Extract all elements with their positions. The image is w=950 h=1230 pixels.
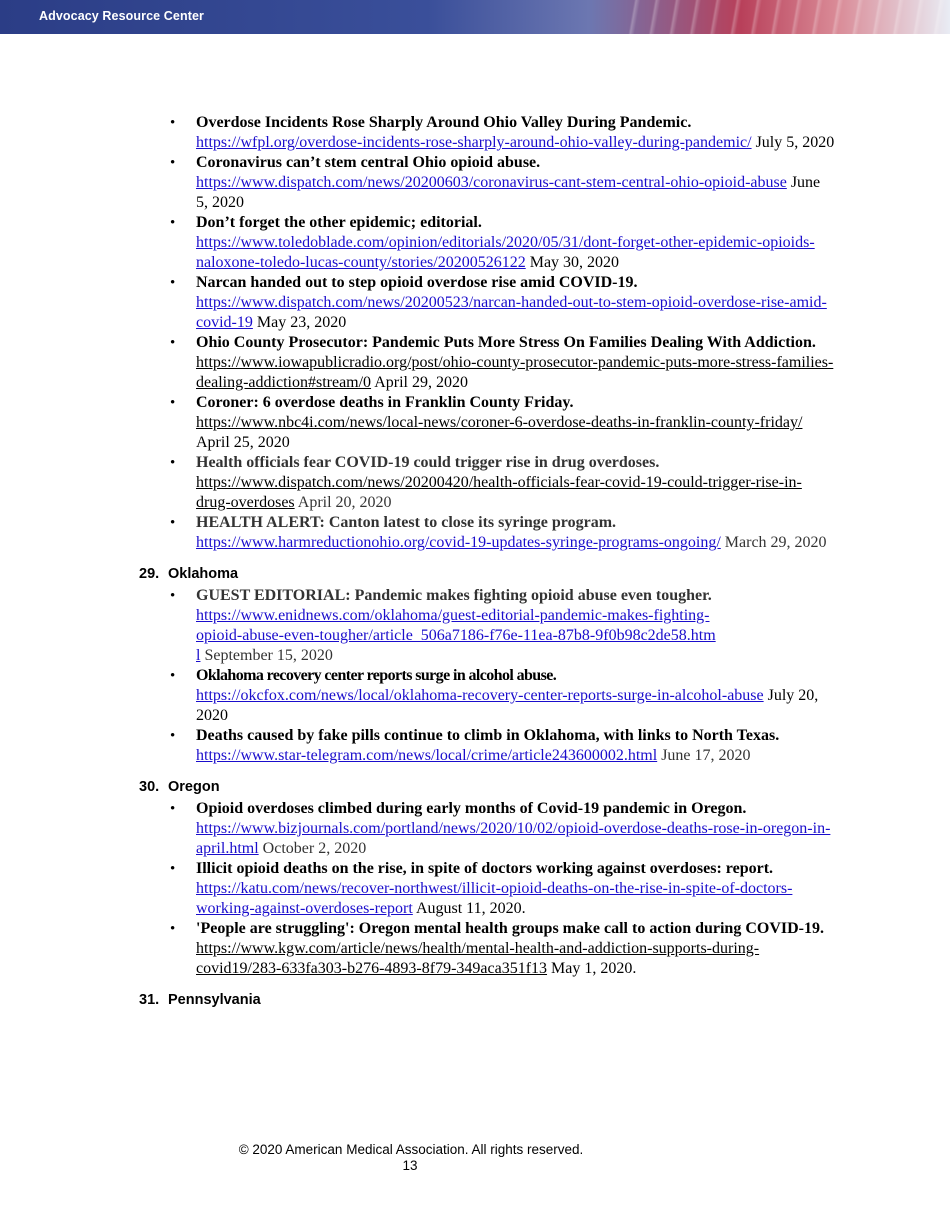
article-link[interactable]: https://www.kgw.com/article/news/health/mental-health-and-addiction-supports-during-covid19/283-633fa303-b276-4893-8f79-349aca351f13 (196, 940, 760, 977)
section-heading-oklahoma (139, 565, 950, 583)
article-title: Coronavirus can’t stem central Ohio opioid abuse. (196, 154, 541, 171)
article-date: April 20, 2020 (297, 494, 392, 511)
ohio-article-list (0, 113, 950, 553)
section-heading-oregon (139, 778, 950, 796)
section-name: Oregon (168, 779, 220, 795)
article-link[interactable]: https://www.dispatch.com/news/20200420/health-officials-fear-covid-19-could-trigger-rise-in-drug-overdoses (196, 474, 802, 511)
section-name: Pennsylvania (168, 992, 261, 1008)
list-item (196, 273, 836, 333)
article-link[interactable]: https://katu.com/news/recover-northwest/illicit-opioid-deaths-on-the-rise-in-spite-of-doctors-working-against-overdoses-report (196, 880, 793, 917)
article-title: HEALTH ALERT: Canton latest to close its syringe program. (196, 514, 617, 531)
article-title: Oklahoma recovery center reports surge in alcohol abuse. (196, 667, 557, 684)
list-item (196, 586, 716, 666)
header-banner (0, 0, 950, 34)
oregon-article-list (0, 799, 950, 979)
article-title: 'People are struggling': Oregon mental health groups make call to action during COVID-19. (196, 920, 824, 937)
article-date: May 1, 2020. (551, 960, 637, 977)
section-number: 29. (139, 566, 160, 582)
document-body (0, 113, 950, 1012)
list-item (196, 859, 836, 919)
article-date: March 29, 2020 (724, 534, 827, 551)
section-heading-pennsylvania (139, 991, 950, 1009)
copyright-notice: © 2020 American Medical Association. All rights reserved. (238, 1142, 584, 1157)
oklahoma-article-list (0, 586, 950, 766)
article-date: May 23, 2020 (256, 314, 347, 331)
article-title: Overdose Incidents Rose Sharply Around Ohio Valley During Pandemic. (196, 114, 692, 131)
list-item (196, 213, 836, 273)
list-item (196, 333, 836, 393)
article-link[interactable]: https://www.iowapublicradio.org/post/ohio-county-prosecutor-pandemic-puts-more-stress-families-dealing-addiction#stream/0 (196, 354, 834, 391)
list-item (196, 453, 836, 513)
article-date: April 25, 2020 (196, 434, 290, 451)
article-link[interactable]: https://www.dispatch.com/news/20200603/coronavirus-cant-stem-central-ohio-opioid-abuse (196, 174, 787, 191)
article-title: Opioid overdoses climbed during early months of Covid-19 pandemic in Oregon. (196, 800, 747, 817)
article-date: September 15, 2020 (204, 647, 333, 664)
list-item (196, 799, 836, 859)
article-title: GUEST EDITORIAL: Pandemic makes fighting opioid abuse even tougher. (196, 587, 712, 604)
article-title: Health officials fear COVID-19 could trigger rise in drug overdoses. (196, 454, 660, 471)
list-item (196, 513, 836, 553)
page-footer (231, 1142, 591, 1174)
article-date: May 30, 2020 (529, 254, 620, 271)
header-title: Advocacy Resource Center (39, 9, 204, 23)
article-date: July 5, 2020 (755, 134, 835, 151)
article-title: Ohio County Prosecutor: Pandemic Puts More Stress On Families Dealing With Addiction. (196, 334, 816, 351)
article-date: April 29, 2020 (374, 374, 468, 391)
list-item (196, 726, 836, 766)
article-title: Don’t forget the other epidemic; editorial. (196, 214, 482, 231)
article-date: October 2, 2020 (262, 840, 367, 857)
article-link[interactable]: https://www.harmreductionohio.org/covid-19-updates-syringe-programs-ongoing/ (196, 534, 721, 551)
article-date: August 11, 2020. (415, 900, 526, 917)
list-item (196, 153, 836, 213)
list-item (196, 919, 836, 979)
article-link[interactable]: https://www.nbc4i.com/news/local-news/coroner-6-overdose-deaths-in-franklin-county-friday/ (196, 414, 803, 431)
article-date: July 20, 2020 (196, 687, 819, 724)
article-title: Coroner: 6 overdose deaths in Franklin County Friday. (196, 394, 574, 411)
article-title: Illicit opioid deaths on the rise, in spite of doctors working against overdoses: report. (196, 860, 774, 877)
section-number: 30. (139, 779, 160, 795)
article-date: June 17, 2020 (661, 747, 751, 764)
article-link[interactable]: https://www.toledoblade.com/opinion/editorials/2020/05/31/dont-forget-other-epidemic-opioids-naloxone-toledo-lucas-county/stories/20200526122 (196, 234, 815, 271)
article-link[interactable]: https://www.star-telegram.com/news/local/crime/article243600002.html (196, 747, 658, 764)
list-item (196, 393, 836, 453)
article-title: Narcan handed out to step opioid overdose rise amid COVID-19. (196, 274, 638, 291)
article-link[interactable]: https://www.bizjournals.com/portland/news/2020/10/02/opioid-overdose-deaths-rose-in-oregon-in-april.html (196, 820, 831, 857)
page-number: 13 (402, 1158, 418, 1173)
article-link[interactable]: https://www.enidnews.com/oklahoma/guest-editorial-pandemic-makes-fighting-opioid-abuse-even-tougher/article_506a7186-f76e-11ea-87b8-9f0b98c2de58.html (196, 607, 716, 664)
article-link[interactable]: https://wfpl.org/overdose-incidents-rose-sharply-around-ohio-valley-during-pandemic/ (196, 134, 752, 151)
article-link[interactable]: https://www.dispatch.com/news/20200523/narcan-handed-out-to-stem-opioid-overdose-rise-amid-covid-19 (196, 294, 827, 331)
article-date: June 5, 2020 (196, 174, 821, 211)
section-name: Oklahoma (168, 566, 239, 582)
article-link[interactable]: https://okcfox.com/news/local/oklahoma-recovery-center-reports-surge-in-alcohol-abuse (196, 687, 764, 704)
section-number: 31. (139, 992, 160, 1008)
banner-flag-graphic (620, 0, 950, 34)
article-title: Deaths caused by fake pills continue to climb in Oklahoma, with links to North Texas. (196, 727, 780, 744)
list-item (196, 666, 836, 726)
list-item (196, 113, 836, 153)
